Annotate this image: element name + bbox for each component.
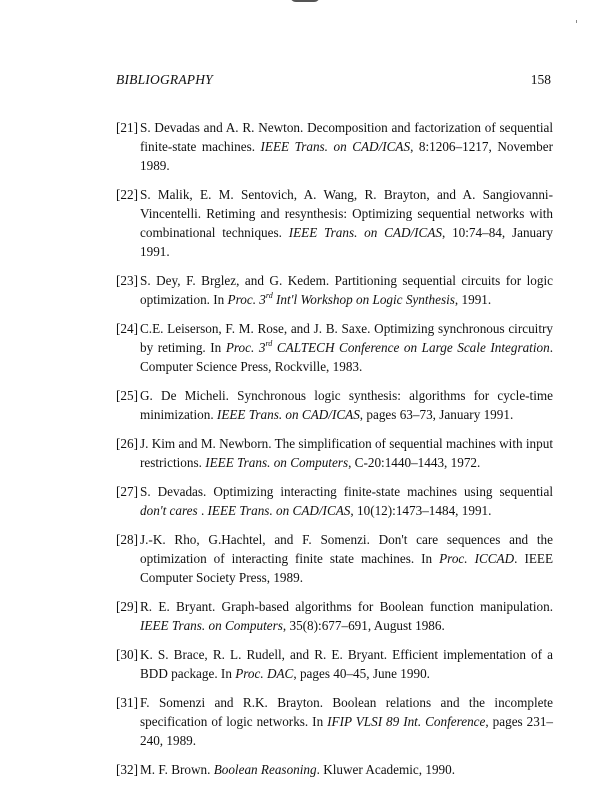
bibliography-list (116, 118, 553, 779)
scan-artifact-edge (576, 20, 577, 23)
bib-entry-text (140, 693, 553, 750)
italic-text: CALTECH Conference on Large Scale Integration (272, 340, 550, 355)
italic-text: IEEE Trans. on CAD/ICAS (260, 139, 411, 154)
bib-entry-27 (116, 482, 553, 520)
text-run: , 10(12):1473–1484, 1991. (350, 503, 492, 518)
bib-entry-28 (116, 530, 553, 587)
text-run: M. F. Brown. (140, 762, 214, 777)
text-run: . Kluwer Academic, 1990. (316, 762, 456, 777)
italic-text: IEEE Trans. on CAD/ICAS (216, 407, 360, 422)
italic-text: Boolean Reasoning (213, 762, 317, 777)
bib-entry-23 (116, 271, 553, 309)
text-run: K. S. Brace, R. L. Rudell, and R. E. Bryant. Efficient implementation of a BDD package. In (140, 647, 553, 681)
bib-entry-text (140, 271, 553, 309)
text-run: , 35(8):677–691, August 1986. (282, 618, 445, 633)
italic-text: IEEE Trans. on CAD/ICAS (288, 225, 442, 240)
text-run: . IEEE Computer Society Press, 1989. (140, 551, 553, 585)
bib-entry-number: [30] (116, 647, 138, 662)
running-head-title: BIBLIOGRAPHY (116, 72, 213, 87)
text-run: S. Dey, F. Brglez, and G. Kedem. Partitioning sequential circuits for logic optimization. In (140, 273, 553, 307)
bib-entry-number: [25] (116, 388, 138, 403)
italic-text: Proc. 3 (227, 292, 266, 307)
bib-entry-29 (116, 597, 553, 635)
bib-entry-text (140, 530, 553, 587)
scan-artifact-top (290, 0, 320, 2)
text-run: F. Somenzi and R.K. Brayton. Boolean relations and the incomplete specification of logic networks. In (140, 695, 553, 729)
italic-text: Proc. ICCAD (439, 551, 515, 566)
text-run: , 10:74–84, January 1991. (140, 225, 553, 259)
page-number: 158 (530, 72, 551, 87)
italic-text: Int'l Workshop on Logic Synthesis (272, 292, 455, 307)
superscript: rd (265, 339, 273, 348)
text-run: G. De Micheli. Synchronous logic synthesis: algorithms for cycle-time minimization. (140, 388, 553, 422)
text-run: , 1991. (454, 292, 492, 307)
text-run: S. Devadas and A. R. Newton. Decomposition and factorization of sequential finite-state machines. (140, 120, 553, 154)
bib-entry-text (140, 319, 553, 376)
bib-entry-24 (116, 319, 553, 376)
bib-entry-text (140, 597, 553, 635)
italic-text: IFIP VLSI 89 Int. Conference (327, 714, 486, 729)
italic-text: Proc. DAC (235, 666, 294, 681)
bib-entry-text (140, 118, 553, 175)
bib-entry-25 (116, 386, 553, 424)
bib-entry-30 (116, 645, 553, 683)
bib-entry-number: [22] (116, 187, 138, 202)
text-run: C.E. Leiserson, F. M. Rose, and J. B. Saxe. Optimizing synchronous circuitry by retiming. In (140, 321, 553, 355)
text-run: S. Malik, E. M. Sentovich, A. Wang, R. Brayton, and A. Sangiovanni-Vincentelli. Retiming and resynthesis: Optimizing sequential networks with combinational techniques. (140, 187, 553, 240)
italic-text: IEEE Trans. on Computers (140, 618, 283, 633)
text-run: , pages 231–240, 1989. (140, 714, 554, 748)
bib-entry-text (140, 760, 553, 779)
superscript: rd (265, 291, 273, 300)
bib-entry-text (140, 434, 553, 472)
italic-text: Proc. 3 (225, 340, 266, 355)
bib-entry-text (140, 482, 553, 520)
bib-entry-31 (116, 693, 553, 750)
bib-entry-26 (116, 434, 553, 472)
text-run: S. Devadas. Optimizing interacting finite-state machines using sequential (140, 484, 553, 499)
bib-entry-text (140, 185, 553, 261)
text-run: , C-20:1440–1443, 1972. (348, 455, 481, 470)
bib-entry-text (140, 386, 553, 424)
text-run: J.-K. Rho, G.Hachtel, and F. Somenzi. Don't care sequences and the optimization of interacting finite state machines. In (140, 532, 553, 566)
bib-entry-number: [28] (116, 532, 138, 547)
bib-entry-number: [24] (116, 321, 138, 336)
italic-text: IEEE Trans. on CAD/ICAS (207, 503, 351, 518)
bib-entry-number: [32] (116, 762, 138, 777)
text-run: J. Kim and M. Newborn. The simplification of sequential machines with input restrictions. (140, 436, 553, 470)
bib-entry-21 (116, 118, 553, 175)
bib-entry-number: [31] (116, 695, 138, 710)
bib-entry-number: [23] (116, 273, 138, 288)
text-run: . (197, 503, 208, 518)
bib-entry-number: [21] (116, 120, 138, 135)
text-run: . Computer Science Press, Rockville, 1983. (140, 340, 553, 374)
bib-entry-number: [27] (116, 484, 138, 499)
text-run: R. E. Bryant. Graph-based algorithms for Boolean function manipulation. (140, 599, 553, 614)
bib-entry-22 (116, 185, 553, 261)
text-run: , 8:1206–1217, November 1989. (140, 139, 553, 173)
bib-entry-number: [29] (116, 599, 138, 614)
bib-entry-32 (116, 760, 553, 779)
italic-text: IEEE Trans. on Computers (205, 455, 349, 470)
bib-entry-text (140, 645, 553, 683)
bib-entry-number: [26] (116, 436, 138, 451)
italic-text: don't cares (140, 503, 198, 518)
text-run: , pages 63–73, January 1991. (359, 407, 514, 422)
text-run: , pages 40–45, June 1990. (293, 666, 430, 681)
